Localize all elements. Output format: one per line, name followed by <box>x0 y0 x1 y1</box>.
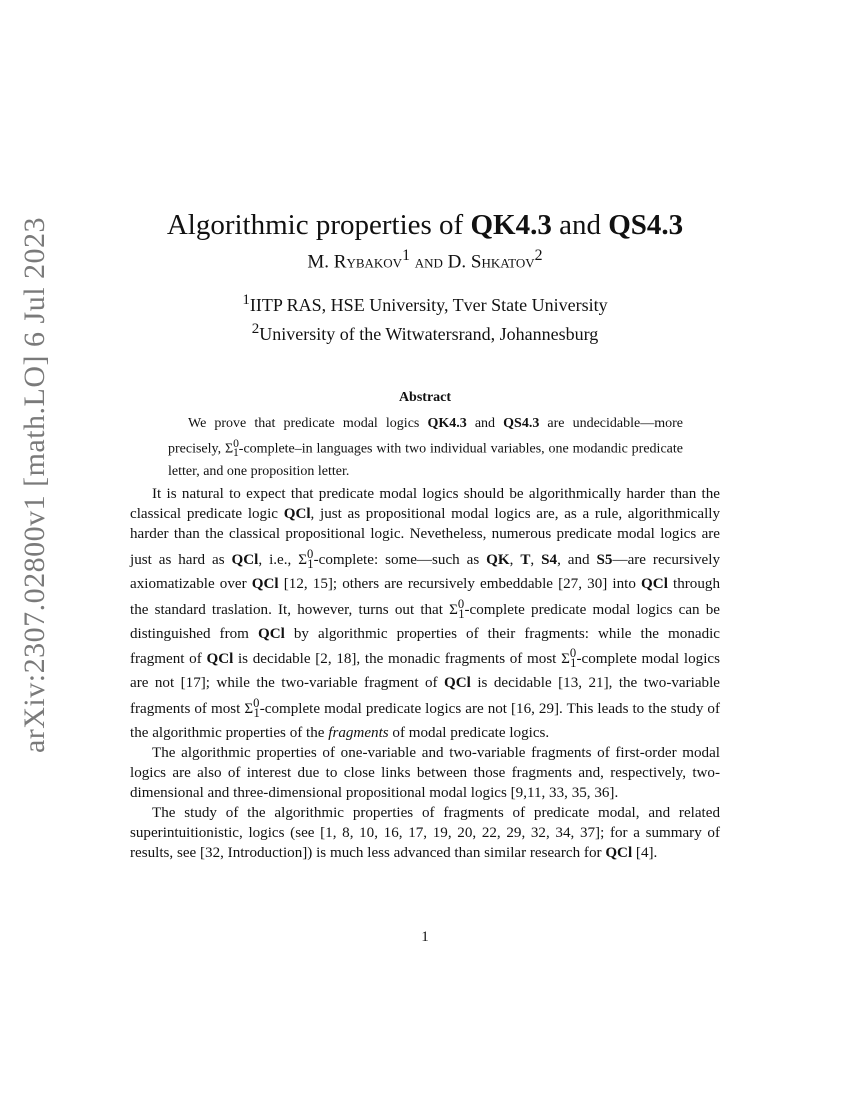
author-2-mark: 2 <box>534 247 543 264</box>
author-conjunction: and <box>410 251 448 273</box>
affiliation-2-text: University of the Witwatersrand, Johannesburg <box>259 324 599 344</box>
title-prefix: Algorithmic properties of <box>166 209 471 242</box>
author-1-mark: 1 <box>402 247 410 264</box>
title-logic-a: QK4.3 <box>470 209 552 242</box>
page-number: 1 <box>421 929 429 945</box>
affiliation-1 <box>120 288 730 317</box>
paragraph-1: It is natural to expect that predicate modal logics should be algorithmically harder than the classical predicate logic QCl, just as propositional modal logics are, as a rule, algorithmically harder than the classical propositional logic. Nevetheless, numerous predicate modal logics are just as hard as QCl, i.e., $\Sigma^0_1$-complete: some—such as QK, T, S4, and S5—are recursively axiomatizable over QCl [12, 15]; others are recursively embeddable [27, 30] into QCl through the standard traslation. It, however, turns out that $\Sigma^0_1$-complete predicate modal logics can be distinguished from QCl by algorithmic properties of their fragments: while the monadic fragment of QCl is decidable [2, 18], the monadic fragments of most $\Sigma^0_1$-complete modal logics are not [17]; while the two-variable fragment of QCl is decidable [13, 21], the two-variable fragments of most $\Sigma^0_1$-complete modal predicate logics are not [16, 29]. This leads to the study of the algorithmic properties of the fragments of modal predicate logics. <box>130 486 721 742</box>
author-1: M. Rybakov <box>307 251 403 273</box>
paragraph-3: The study of the algorithmic properties of fragments of predicate modal, and related superintuitionistic, logics (see [1, 8, 10, 16, 17, 19, 20, 22, 29, 32, 34, 37]; for a summary of results, see [32, Introduction]) is much less advanced than similar research for QCl [4]. <box>130 804 720 861</box>
title-connector: and <box>551 209 609 242</box>
abstract-heading: Abstract <box>398 390 452 405</box>
author-list <box>120 247 730 273</box>
affiliation-1-text: IITP RAS, HSE University, Tver State University <box>249 295 608 315</box>
affiliation-2-mark: 2 <box>251 321 260 337</box>
paper-title <box>120 209 730 242</box>
author-2: D. Shkatov <box>447 251 535 273</box>
paragraph-2: The algorithmic properties of one-variable and two-variable fragments of first-order modal logics are also of interest due to close links between those fragments and, respectively, two-dimensional and three-dimensional propositional modal logics [9,11, 33, 35, 36]. <box>130 745 720 801</box>
affiliation-2 <box>120 317 730 346</box>
affiliation-1-mark: 1 <box>242 292 250 308</box>
body-text <box>130 485 720 864</box>
arxiv-margin-stamp <box>10 216 60 754</box>
affiliations <box>120 288 730 346</box>
title-logic-b: QS4.3 <box>608 209 684 242</box>
arxiv-identifier: arXiv:2307.02800v1 [math.LO] 6 Jul 2023 <box>18 216 52 754</box>
abstract-body: We prove that predicate modal logics QK4.3 and QS4.3 are undecidable—more precisely, $\Sigma^0_1-complete-in$ languages with two individual variables, one modandic predicate letter, and one proposition letter. <box>168 416 683 480</box>
